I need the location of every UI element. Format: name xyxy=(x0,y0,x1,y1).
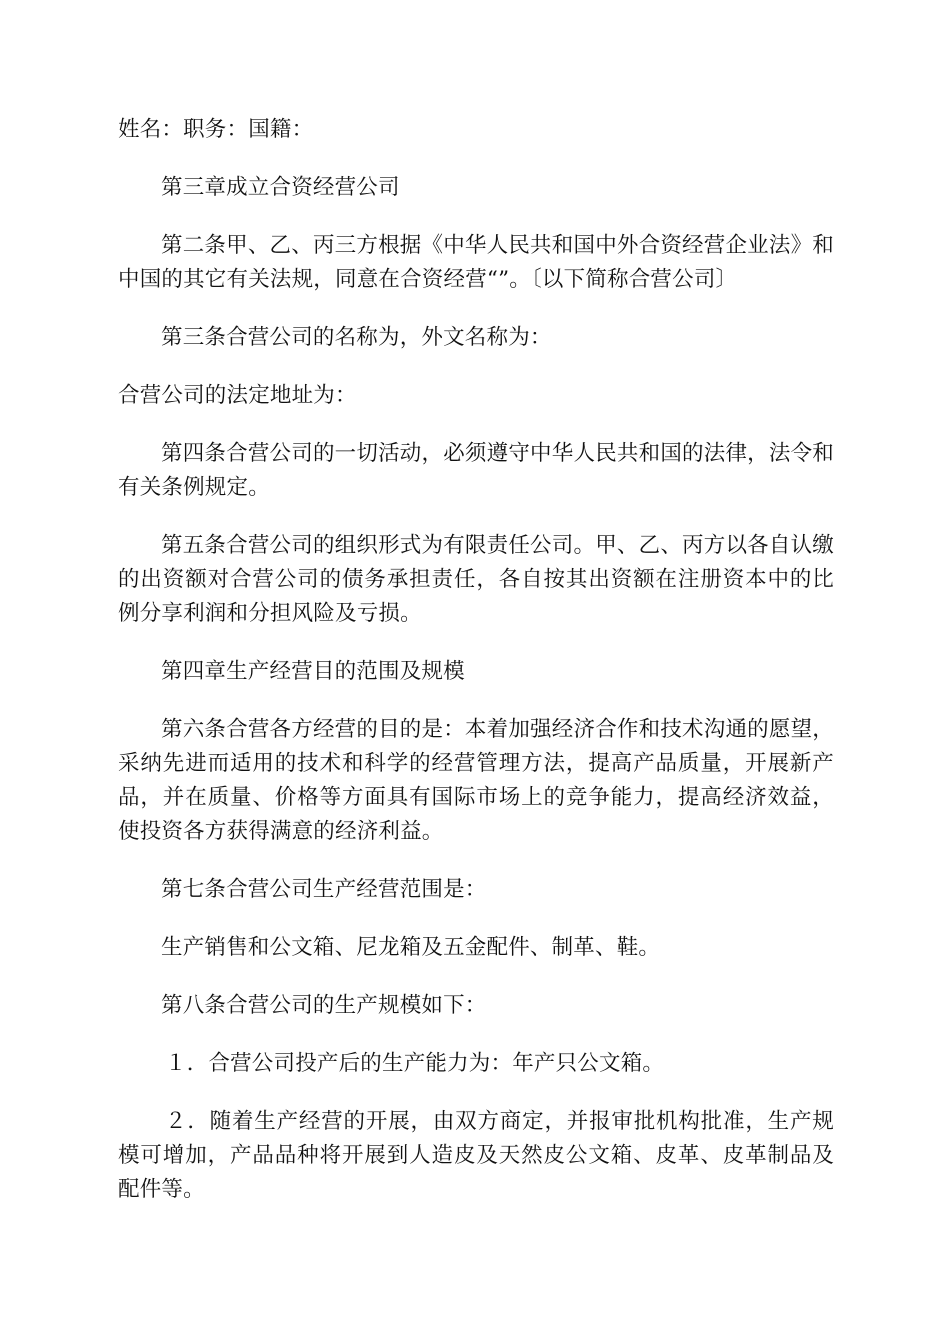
article-4: 第四条合营公司的一切活动，必须遵守中华人民共和国的法律，法令和有关条例规定。 xyxy=(118,441,834,500)
chapter-4-heading: 第四章生产经营目的范围及规模 xyxy=(161,659,465,684)
article-2: 第二条甲、乙、丙三方根据《中华人民共和国中外合资经营企业法》和中国的其它有关法规，同意在合资经营“”。〔以下简称合营公司〕 xyxy=(118,233,834,292)
chapter-3-heading: 第三章成立合资经营公司 xyxy=(161,175,400,200)
list-item-1: １．合营公司投产后的生产能力为：年产只公文箱。 xyxy=(165,1051,665,1076)
document-body xyxy=(118,113,834,1231)
paragraph-name-title-nationality: 姓名：职务：国籍： xyxy=(118,117,314,142)
list-item-2: ２．随着生产经营的开展，由双方商定，并报审批机构批准，生产规模可增加，产品品种将开展到人造皮及天然皮公文箱、皮革、皮革制品及配件等。 xyxy=(118,1109,834,1202)
article-7: 第七条合营公司生产经营范围是： xyxy=(161,877,487,902)
legal-address: 合营公司的法定地址为： xyxy=(118,383,357,408)
business-scope: 生产销售和公文箱、尼龙箱及五金配件、制革、鞋。 xyxy=(161,935,661,960)
article-5: 第五条合营公司的组织形式为有限责任公司。甲、乙、丙方以各自认缴的出资额对合营公司的债务承担责任，各自按其出资额在注册资本中的比例分享利润和分担风险及亏损。 xyxy=(118,533,834,626)
article-3: 第三条合营公司的名称为，外文名称为： xyxy=(161,325,552,350)
article-6: 第六条合营各方经营的目的是：本着加强经济合作和技术沟通的愿望，采纳先进而适用的技术和科学的经营管理方法，提高产品质量，开展新产品，并在质量、价格等方面具有国际市场上的竞争能力，提高经济效益，使投资各方获得满意的经济利益。 xyxy=(118,717,834,844)
article-8: 第八条合营公司的生产规模如下： xyxy=(161,993,487,1018)
